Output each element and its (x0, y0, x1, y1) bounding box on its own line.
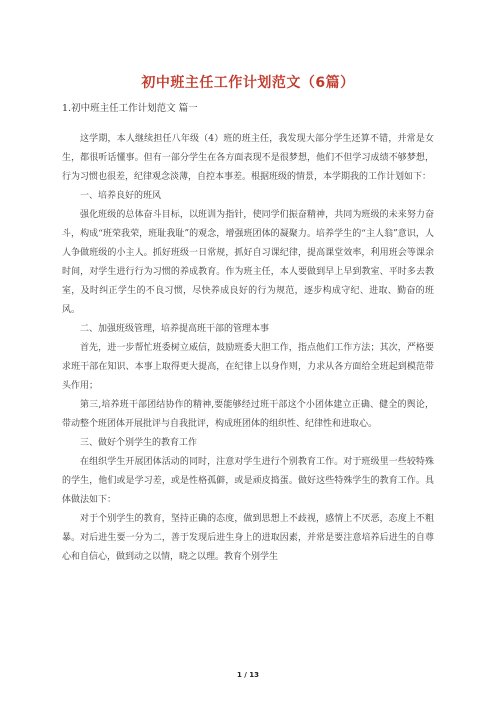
paragraph: 第三,培养班干部团结协作的精神,要能够经过班干部这个小团体建立正确、健全的舆论，带动整个班团体开展批评与自我批评，构成班团体的组织性、纪律性和进取心。 (62, 400, 434, 429)
paragraph: 强化班级的总体奋斗目标，以班训为指针，使同学们振奋精神，共同为班级的未来努力奋斗，构成“班荣我荣，班耻我耻”的观念，增强班团体的凝聚力。培养学生的“主人翁”意识，人人争做班级的小主人。抓好班级一日常规，抓好自习课纪律，提高课堂效率，利用班会等课余时间，对学生进行行为习惯的养成教育。作为班主任，本人要做到早上早到教室、平时多去教室，及时纠正学生的不良习惯，尽快养成良好的行为规范，逐步构成守纪、进取、勤奋的班风。 (62, 210, 434, 315)
section-heading: 1.初中班主任工作计划范文 篇一 (62, 103, 198, 114)
paragraph: 对于个别学生的教育，坚持正确的态度，做到思想上不歧视，感情上不厌恶，态度上不粗暴。对后进生要一分为二，善于发现后进生身上的进取因素，并常是要注意培养后进生的自尊心和自信心，做到动之以情，晓之以理。教育个别学生 (62, 514, 434, 562)
document-title: 初中班主任工作计划范文（6篇） (141, 75, 355, 91)
paragraph: 首先，进一步帮忙班委树立威信，鼓励班委大胆工作，指点他们工作方法；其次，严格要求班干部在知识、本事上取得更大提高，在纪律上以身作则，力求从各方面给全班起到模范带头作用； (62, 343, 434, 391)
paragraph: 一、培养良好的班风 (80, 191, 162, 201)
paragraph: 二、加强班级管理，培养提高班干部的管理本事 (80, 324, 270, 334)
paragraph: 这学期，本人继续担任八年级（4）班的班主任，我发现大部分学生还算不错，并常是女生，都很听话懂事。但有一部分学生在各方面表现不是很梦想，他们不但学习成绩不够梦想，行为习惯也很差，纪律观念淡薄，自控本事差。根据班级的情景，本学期我的工作计划如下： (62, 134, 434, 182)
document-body (62, 130, 434, 567)
paragraph: 三、做好个别学生的教育工作 (80, 438, 198, 448)
page-number: 1 / 13 (236, 671, 260, 679)
paragraph: 在组织学生开展团体活动的同时，注意对学生进行个别教育工作。对于班级里一些较特殊的学生，他们或是学习差，或是性格孤僻，或是顽皮捣蛋。做好这些特殊学生的教育工作。具体做法如下： (62, 457, 434, 505)
